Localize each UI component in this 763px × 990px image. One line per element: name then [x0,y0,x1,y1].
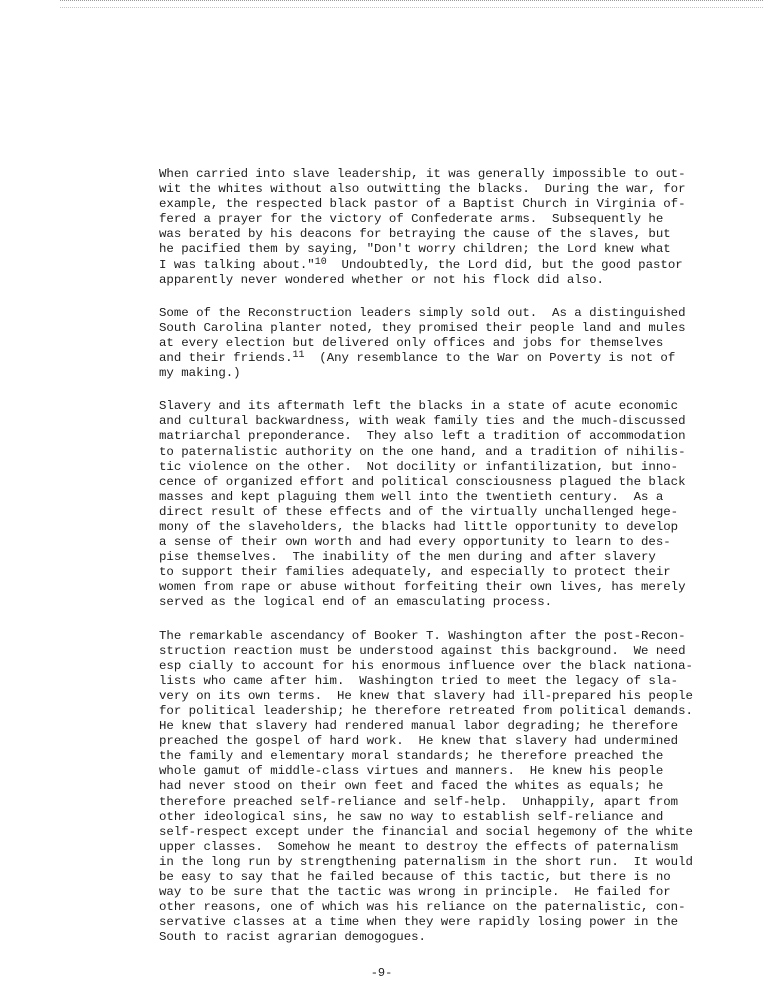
text-line: fered a prayer for the victory of Confederate arms. Subsequently he [159,212,664,227]
text-line: had never stood on their own feet and faced the whites as equals; he [159,779,664,794]
text-line: for political leadership; he therefore retreated from political demands. [159,704,693,718]
text-segment: (Any resemblance to the War on Poverty is not of [304,351,676,366]
text-line: masses and kept plaguing them well into the twentieth century. As a [159,489,664,504]
text-line: women from rape or abuse without forfeiting their own lives, has merely [159,580,686,595]
text-line: South Carolina planter noted, they promised their people land and mules [159,320,686,335]
text-line: esp cially to account for his enormous influence over the black nationa- [159,658,693,673]
text-line [159,351,719,366]
text-line: mony of the slaveholders, the blacks had little opportunity to develop [159,519,679,534]
text-line: the family and elementary moral standards; he therefore preached the [159,749,664,764]
text-line: direct result of these effects and of the virtually unchallenged hege- [159,504,679,519]
text-line: very on its own terms. He knew that slavery had ill-prepared his people [159,688,693,703]
paragraph [159,629,719,946]
text-line: my making.) [159,366,241,381]
text-line: tic violence on the other. Not docility or infantilization, but inno- [159,459,679,474]
text-line: He knew that slavery had rendered manual labor degrading; he therefore [159,719,679,734]
text-line: preached the gospel of hard work. He knew that slavery had undermined [159,734,679,749]
text-line: he pacified them by saying, "Don't worry children; the Lord knew what [159,242,671,257]
text-line: Some of the Reconstruction leaders simply sold out. As a distinguished [159,305,686,320]
text-line: pise themselves. The inability of the men during and after slavery [159,550,656,565]
text-line: therefore preached self-reliance and self-help. Unhappily, apart from [159,794,679,809]
page-number: -9- [370,966,393,980]
text-line: wit the whites without also outwitting the blacks. During the war, for [159,182,686,197]
text-line: example, the respected black pastor of a Baptist Church in Virginia of- [159,197,686,212]
footnote-marker: 10 [314,256,327,268]
text-line: The remarkable ascendancy of Booker T. Washington after the post-Recon- [159,628,686,643]
text-line: was berated by his deacons for betraying the cause of the slaves, but [159,227,671,242]
text-line: whole gamut of middle-class virtues and manners. He knew his people [159,764,664,779]
paragraph [159,399,719,610]
text-line: self-respect except under the financial and social hegemony of the white [159,824,693,839]
text-line: to paternalistic authority on the one hand, and a tradition of nihilis- [159,444,686,459]
text-line: served as the logical end of an emasculating process. [159,595,553,610]
text-line: lists who came after him. Washington tried to meet the legacy of sla- [159,673,679,688]
text-line: a sense of their own worth and had every opportunity to learn to des- [159,535,671,550]
text-line: in the long run by strengthening paternalism in the short run. It would [159,854,693,869]
text-line: other ideological sins, he saw no way to establish self-reliance and [159,809,664,824]
text-line [159,258,719,273]
paragraph [159,167,719,288]
text-line: upper classes. Somehow he meant to destroy the effects of paternalism [159,839,679,854]
text-line: matriarchal preponderance. They also left a tradition of accommodation [159,429,686,444]
footnote-marker: 11 [292,350,305,362]
text-segment: I was talking about." [159,257,315,272]
text-line: When carried into slave leadership, it was generally impossible to out- [159,167,686,181]
document-body [159,167,719,964]
text-line: South to racist agrarian demogogues. [159,930,426,945]
text-line: servative classes at a time when they were rapidly losing power in the [159,915,679,930]
text-line: to support their families adequately, and especially to protect their [159,565,671,580]
text-line: way to be sure that the tactic was wrong in principle. He failed for [159,885,671,900]
text-segment: and their friends. [159,351,293,366]
text-line: other reasons, one of which was his reliance on the paternalistic, con- [159,900,686,915]
text-line: and cultural backwardness, with weak family ties and the much-discussed [159,414,686,429]
text-line: at every election but delivered only offices and jobs for themselves [159,335,664,350]
text-line: be easy to say that he failed because of this tactic, but there is no [159,870,671,885]
paragraph [159,306,719,381]
page-top-edge [60,0,763,8]
text-line: struction reaction must be understood against this background. We need [159,643,686,658]
text-line: cence of organized effort and political consciousness plagued the black [159,474,686,489]
text-segment: Undoubtedly, the Lord did, but the good pastor [326,257,683,272]
text-line: apparently never wondered whether or not his flock did also. [159,272,604,287]
text-line: Slavery and its aftermath left the blacks in a state of acute economic [159,399,679,414]
